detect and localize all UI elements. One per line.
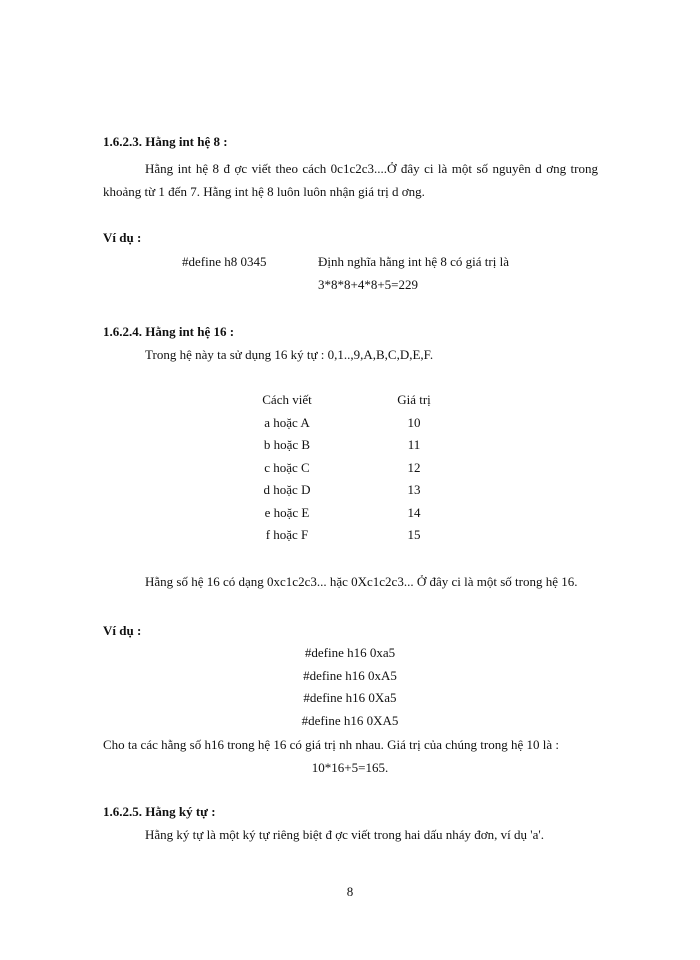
table-header-notation: Cách viết [262, 392, 312, 407]
table-cell-value: 14 [407, 505, 421, 520]
section-heading-1625: 1.6.2.5. Hằng ký tự : [103, 804, 216, 819]
table-cell-notation: f hoặc F [265, 527, 309, 542]
table-cell-value: 11 [407, 437, 421, 452]
table-cell-notation: a hoặc A [264, 415, 310, 430]
example-label-1624: Ví dụ : [103, 623, 142, 638]
section-heading-1624: 1.6.2.4. Hằng int hệ 16 : [103, 324, 235, 339]
example-line: #define h16 0XA5 [301, 713, 399, 728]
example-code-1623: #define h8 0345 [182, 254, 267, 269]
paragraph-1623: Hằng int hệ 8 đ ợc viết theo cách 0c1c2c3....Ở đây ci là một số nguyên d ơng trong khoảng từ 1 đến 7. Hằng int hệ 8 luôn luôn nhận giá trị d ơng. [103, 161, 598, 199]
example-line: #define h16 0xA5 [303, 668, 397, 683]
intro-1624: Trong hệ này ta sử dụng 16 ký tự : 0,1..,9,A,B,C,D,E,F. [145, 347, 434, 362]
table-header-value: Giá trị [397, 392, 431, 407]
page-number: 8 [346, 884, 354, 899]
example-desc-1623-line1: Định nghĩa hằng int hệ 8 có giá trị là [318, 254, 509, 269]
table-cell-value: 15 [407, 527, 421, 542]
table-cell-notation: c hoặc C [264, 460, 310, 475]
table-cell-value: 13 [407, 482, 421, 497]
table-cell-notation: d hoặc D [263, 482, 311, 497]
table-cell-notation: e hoặc E [264, 505, 310, 520]
example-desc-1623-line2: 3*8*8+4*8+5=229 [318, 277, 418, 292]
conclusion-1624: Cho ta các hằng số h16 trong hệ 16 có giá trị nh nhau. Giá trị của chúng trong hệ 10 là : [103, 737, 559, 752]
example-line: #define h16 0xa5 [304, 645, 396, 660]
table-cell-value: 12 [407, 460, 421, 475]
paragraph-1625: Hằng ký tự là một ký tự riêng biệt đ ợc viết trong hai dấu nháy đơn, ví dụ 'a'. [145, 827, 544, 842]
table-cell-value: 10 [407, 415, 421, 430]
example-label-1623: Ví dụ : [103, 230, 142, 245]
form-text-1624: Hằng số hệ 16 có dạng 0xc1c2c3... hặc 0Xc1c2c3... Ở đây ci là một số trong hệ 16. [145, 574, 578, 589]
section-heading-1623: 1.6.2.3. Hằng int hệ 8 : [103, 134, 228, 149]
example-line: #define h16 0Xa5 [303, 690, 397, 705]
result-1624: 10*16+5=165. [311, 760, 389, 775]
table-cell-notation: b hoặc B [263, 437, 311, 452]
